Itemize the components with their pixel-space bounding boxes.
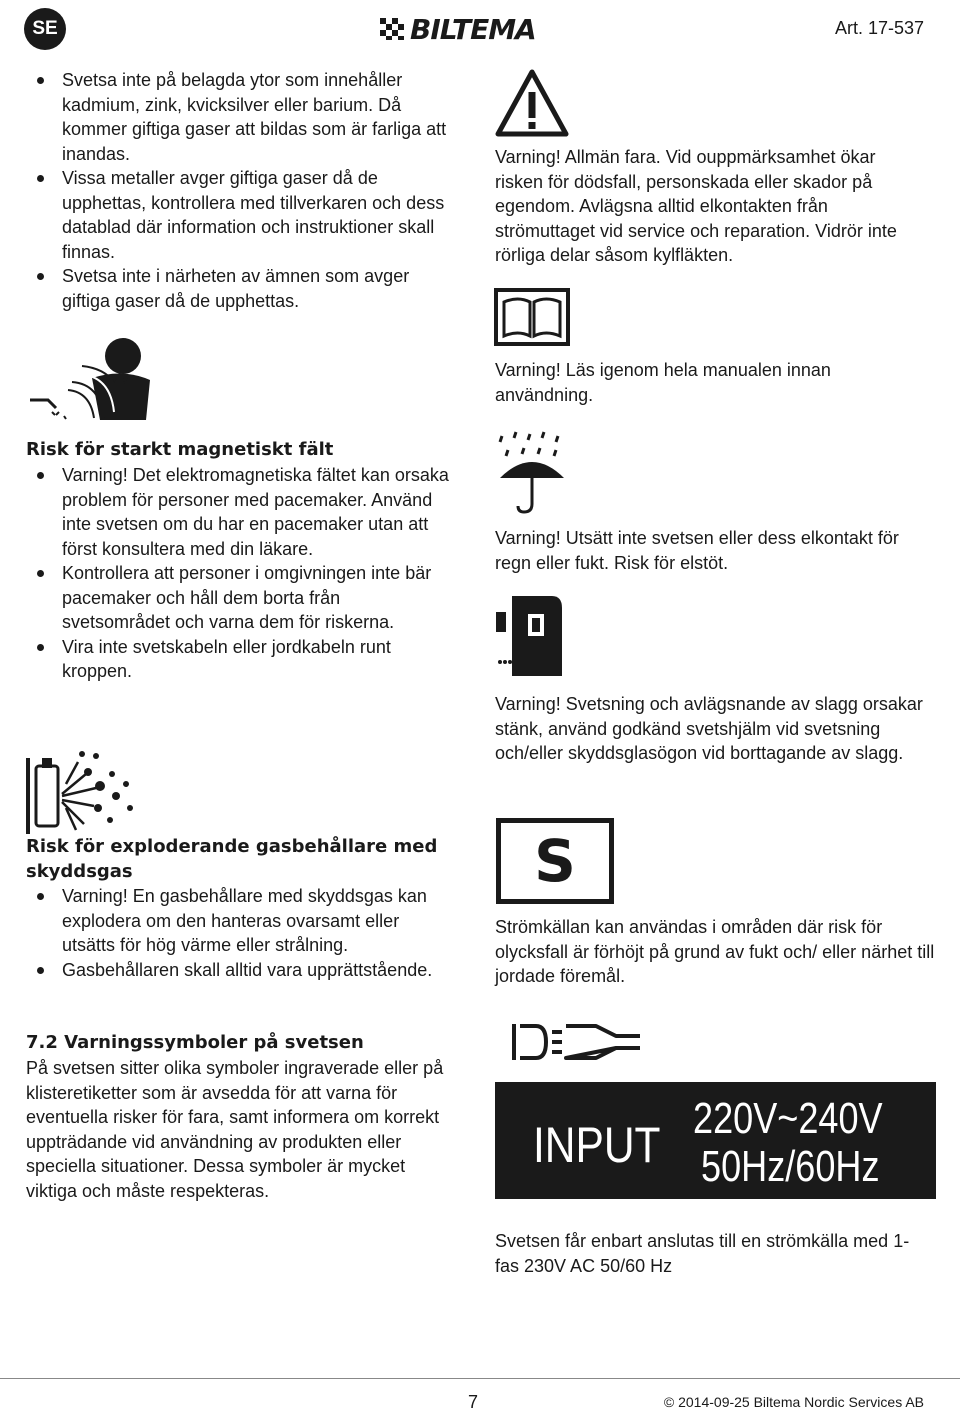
list-item: Vissa metaller avger giftiga gaser då de upphettas, kontrollera med tillverkaren och dess datablad där information och instruktioner skall finnas. (26, 166, 451, 264)
brand-name: BILTEMA (410, 12, 536, 46)
input-voltage: 220V~240V (693, 1094, 883, 1143)
magnetic-risk-heading: Risk för starkt magnetiskt fält (26, 439, 334, 460)
manual-book-icon (494, 288, 570, 346)
article-number: Art. 17-537 (834, 18, 924, 38)
s-symbol-text: Strömkällan kan användas i områden där risk för olycksfall är förhöjt på grund av fukt och/ eller närhet till jordade föremål. (495, 917, 935, 986)
gas-cylinder-explosion-icon (26, 744, 142, 834)
input-rating-label (495, 1082, 936, 1199)
manual-warning-text: Varning! Läs igenom hela manualen innan användning. (495, 360, 831, 405)
list-item: Svetsa inte i närheten av ämnen som avger giftiga gaser då de upphettas. (26, 264, 451, 313)
s-symbol-letter: S (534, 827, 576, 895)
list-item: Vira inte svetskabeln eller jordkabeln runt kroppen. (26, 635, 451, 684)
helmet-warning-text: Varning! Svetsning och avlägsnande av slagg orsakar stänk, använd godkänd svetshjälm vid svetsning och/eller skyddsglasögon vid borttagande av slagg. (495, 694, 923, 763)
input-label: INPUT (533, 1117, 661, 1173)
gas-risk-heading: Risk för exploderande gasbehållare med skyddsgas (26, 836, 438, 882)
section-body: På svetsen sitter olika symboler ingraverade eller på klisteretiketter som är avsedda för att varna för eventuella risker för fara, samt informera om korrekt uppträdande vid användning av produkten eller speciella situationer. Dessa symboler är mycket viktiga och måste respekteras. (26, 1058, 444, 1201)
svg-text:M V: M V (110, 376, 129, 387)
checker-flag-icon (380, 18, 406, 40)
warning-triangle-icon (494, 68, 570, 138)
list-item: Gasbehållaren skall alltid vara upprättstående. (26, 958, 451, 983)
language-badge (24, 8, 66, 50)
list-item: Varning! Det elektromagnetiska fältet kan orsaka problem för personer med pacemaker. Använd inte svetsen om du har en pacemaker utan att först konsultera med din läkare. (26, 463, 451, 561)
brand-logo (380, 14, 536, 44)
language-badge-label: SE (32, 18, 58, 39)
page-number: 7 (468, 1392, 479, 1412)
magnetic-bullet-list (26, 463, 451, 684)
list-item: Kontrollera att personer i omgivningen inte bär pacemaker och håll dem borta från svetsområdet och varna dem för riskerna. (26, 561, 451, 635)
list-item: Svetsa inte på belagda ytor som innehåller kadmium, zink, kvicksilver eller barium. Då kommer giftiga gaser att bildas som är farliga att inandas. (26, 68, 451, 166)
rain-warning-text: Varning! Utsätt inte svetsen eller dess elkontakt för regn eller fukt. Risk för elstöt. (495, 528, 899, 573)
single-phase-plug-icon (506, 1018, 646, 1066)
list-item: Varning! En gasbehållare med skyddsgas kan explodera om den hanteras ovarsamt eller utsätts för hög värme eller strålning. (26, 884, 451, 958)
connection-text: Svetsen får enbart anslutas till en strömkälla med 1-fas 230V AC 50/60 Hz (495, 1231, 910, 1276)
umbrella-rain-icon (494, 428, 570, 514)
magnetic-field-icon (26, 334, 156, 420)
general-warning-text: Varning! Allmän fara. Vid ouppmärksamhet ökar risken för dödsfall, personskada eller skador på egendom. Avlägsna alltid elkontakten från strömuttaget vid service och reparation. Vidrör inte rörliga delar såsom kylfläkten. (495, 147, 897, 265)
welding-helmet-icon (494, 594, 564, 678)
footer-divider (0, 1378, 960, 1379)
input-frequency: 50Hz/60Hz (701, 1142, 880, 1191)
section-heading: 7.2 Varningssymboler på svetsen (26, 1032, 364, 1053)
s-symbol-box (496, 818, 614, 904)
intro-bullet-list (26, 68, 451, 313)
copyright-notice: © 2014-09-25 Biltema Nordic Services AB (663, 1394, 924, 1410)
gas-bullet-list (26, 884, 451, 982)
